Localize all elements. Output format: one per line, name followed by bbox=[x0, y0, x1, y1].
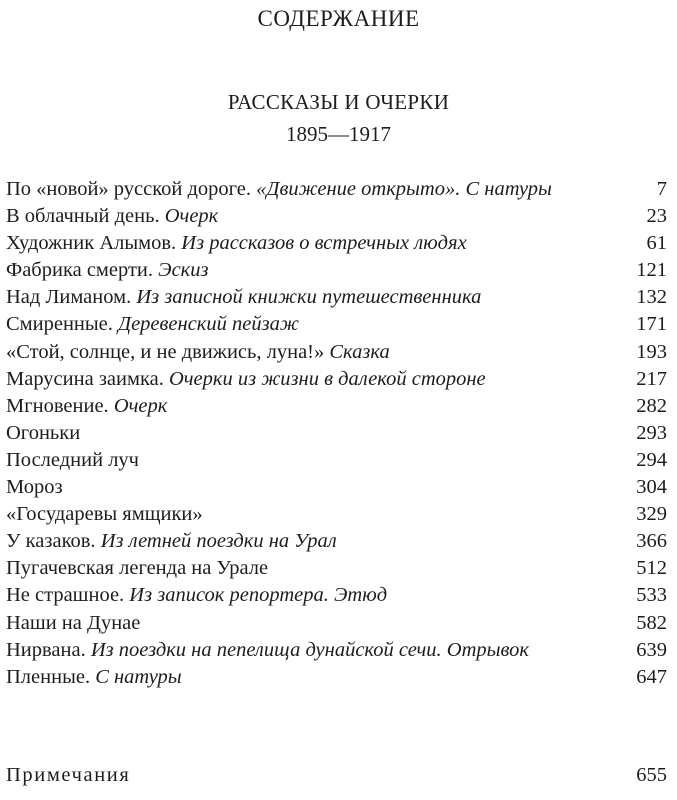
toc-entry[interactable] bbox=[6, 582, 667, 609]
toc-entry-title: Над Лиманом. bbox=[6, 286, 137, 309]
toc-entry-page: 193 bbox=[636, 340, 667, 363]
section-years: 1895—1917 bbox=[286, 122, 391, 146]
toc-entry[interactable] bbox=[6, 339, 667, 366]
toc-entry-title: В облачный день. bbox=[6, 205, 165, 228]
toc-entry-title: Огоньки bbox=[6, 421, 81, 444]
toc-entry[interactable] bbox=[6, 393, 667, 420]
toc-entry-subtitle: Деревенский пейзаж bbox=[118, 313, 299, 336]
toc-entry[interactable] bbox=[6, 230, 667, 257]
section-title: РАССКАЗЫ И ОЧЕРКИ bbox=[227, 90, 450, 114]
toc-entry-subtitle: Из летней поездки на Урал bbox=[100, 530, 337, 553]
toc-entry-subtitle: Эскиз bbox=[158, 259, 209, 282]
toc-entry-page: 217 bbox=[636, 367, 667, 390]
toc-entry-subtitle: Из записной книжки путешественника bbox=[136, 286, 482, 309]
toc-entry-text bbox=[6, 257, 209, 284]
toc-entry-page: 294 bbox=[636, 448, 667, 471]
toc-entry-title: Пленные. bbox=[6, 665, 96, 688]
toc-entry-title: Мороз bbox=[6, 476, 63, 499]
toc-entry-title: Нирвана. bbox=[6, 638, 91, 661]
toc-entry-page: 282 bbox=[636, 394, 667, 417]
table-of-contents bbox=[6, 176, 667, 691]
toc-entry-page: 366 bbox=[636, 530, 667, 553]
toc-entry[interactable] bbox=[6, 501, 667, 528]
toc-entry[interactable] bbox=[6, 664, 667, 691]
toc-entry[interactable] bbox=[6, 284, 667, 311]
toc-entry-page: 647 bbox=[636, 665, 667, 688]
toc-entry-text bbox=[6, 176, 552, 203]
toc-entry-text bbox=[6, 339, 390, 366]
toc-entry-text bbox=[6, 393, 167, 420]
toc-entry-subtitle: Из рассказов о встречных людях bbox=[181, 232, 467, 255]
toc-entry-text bbox=[6, 284, 481, 311]
toc-entry-title: У казаков. bbox=[6, 530, 101, 553]
toc-entry[interactable] bbox=[6, 555, 667, 582]
toc-entry-title: «Стой, солнце, и не движись, луна!» bbox=[6, 340, 330, 363]
toc-entry-text bbox=[6, 203, 218, 230]
toc-entry[interactable] bbox=[6, 474, 667, 501]
toc-entry-text bbox=[6, 230, 467, 257]
toc-entry-subtitle: С натуры bbox=[95, 665, 182, 688]
toc-entry-page: 132 bbox=[636, 286, 667, 309]
toc-entry-subtitle: Очерк bbox=[113, 394, 168, 417]
toc-entry-subtitle: «Движение открыто». С натуры bbox=[256, 178, 552, 200]
toc-entry[interactable] bbox=[6, 176, 667, 203]
toc-entry-text bbox=[6, 420, 80, 447]
page-title: СОДЕРЖАНИЕ bbox=[257, 6, 420, 31]
toc-entry-text bbox=[6, 610, 140, 637]
toc-entry-title: Фабрика смерти. bbox=[6, 259, 159, 282]
toc-entry-page: 293 bbox=[636, 421, 667, 444]
toc-entry-page: 639 bbox=[636, 638, 667, 661]
toc-entry-title: Последний луч bbox=[6, 448, 139, 471]
toc-entry-title: Мгновение. bbox=[6, 394, 114, 417]
toc-entry-title: Марусина заимка. bbox=[6, 367, 169, 390]
toc-entry-text bbox=[6, 582, 387, 609]
toc-entry-page: 329 bbox=[636, 503, 667, 526]
toc-entry-page: 582 bbox=[636, 611, 667, 634]
toc-entry-text bbox=[6, 474, 63, 501]
toc-entry-text bbox=[6, 501, 203, 528]
toc-entry-page: 512 bbox=[636, 557, 667, 580]
toc-entry[interactable] bbox=[6, 528, 667, 555]
toc-entry-text bbox=[6, 637, 529, 664]
toc-entry-page: 121 bbox=[636, 259, 667, 282]
toc-entry-title: Художник Алымов. bbox=[6, 232, 182, 255]
toc-entry-title: Наши на Дунае bbox=[6, 611, 141, 634]
toc-entry-page: 23 bbox=[646, 205, 667, 228]
toc-entry-subtitle: Сказка bbox=[329, 340, 390, 363]
toc-entry-subtitle: Очерк bbox=[164, 205, 219, 228]
toc-entry-page: 7 bbox=[656, 178, 667, 200]
toc-entry-subtitle: Из записок репортера. Этюд bbox=[129, 584, 388, 607]
toc-entry-page: 533 bbox=[636, 584, 667, 607]
toc-entry-text bbox=[6, 555, 268, 582]
toc-entry-page: 304 bbox=[636, 476, 667, 499]
toc-entry[interactable] bbox=[6, 447, 667, 474]
toc-entry-title: Не страшное. bbox=[6, 584, 130, 607]
toc-entry-title: Пугачевская легенда на Урале bbox=[6, 557, 269, 580]
toc-entry-text bbox=[6, 366, 486, 393]
toc-entry-page: 171 bbox=[636, 313, 667, 336]
toc-entry[interactable] bbox=[6, 203, 667, 230]
toc-entry-title: «Государевы ямщики» bbox=[6, 503, 203, 526]
toc-entry-title: По «новой» русской дороге. bbox=[6, 178, 257, 200]
toc-entry-page: 655 bbox=[636, 764, 667, 786]
toc-entry-text bbox=[6, 528, 337, 555]
toc-entry-notes[interactable] bbox=[6, 762, 667, 789]
toc-entry-text bbox=[6, 311, 299, 338]
toc-entry-title: Смиренные. bbox=[6, 313, 119, 336]
toc-entry-text bbox=[6, 664, 182, 691]
toc-entry[interactable] bbox=[6, 311, 667, 338]
toc-entry-subtitle: Очерки из жизни в далекой стороне bbox=[168, 367, 486, 390]
toc-entry[interactable] bbox=[6, 420, 667, 447]
toc-entry[interactable] bbox=[6, 610, 667, 637]
toc-entry[interactable] bbox=[6, 257, 667, 284]
toc-entry-page: 61 bbox=[646, 232, 667, 255]
toc-entry-text bbox=[6, 447, 139, 474]
toc-entry-subtitle: Из поездки на пепелища дунайской сечи. Отрывок bbox=[90, 638, 530, 661]
toc-entry[interactable] bbox=[6, 637, 667, 664]
toc-entry-title: Примечания bbox=[6, 764, 131, 786]
toc-entry[interactable] bbox=[6, 366, 667, 393]
